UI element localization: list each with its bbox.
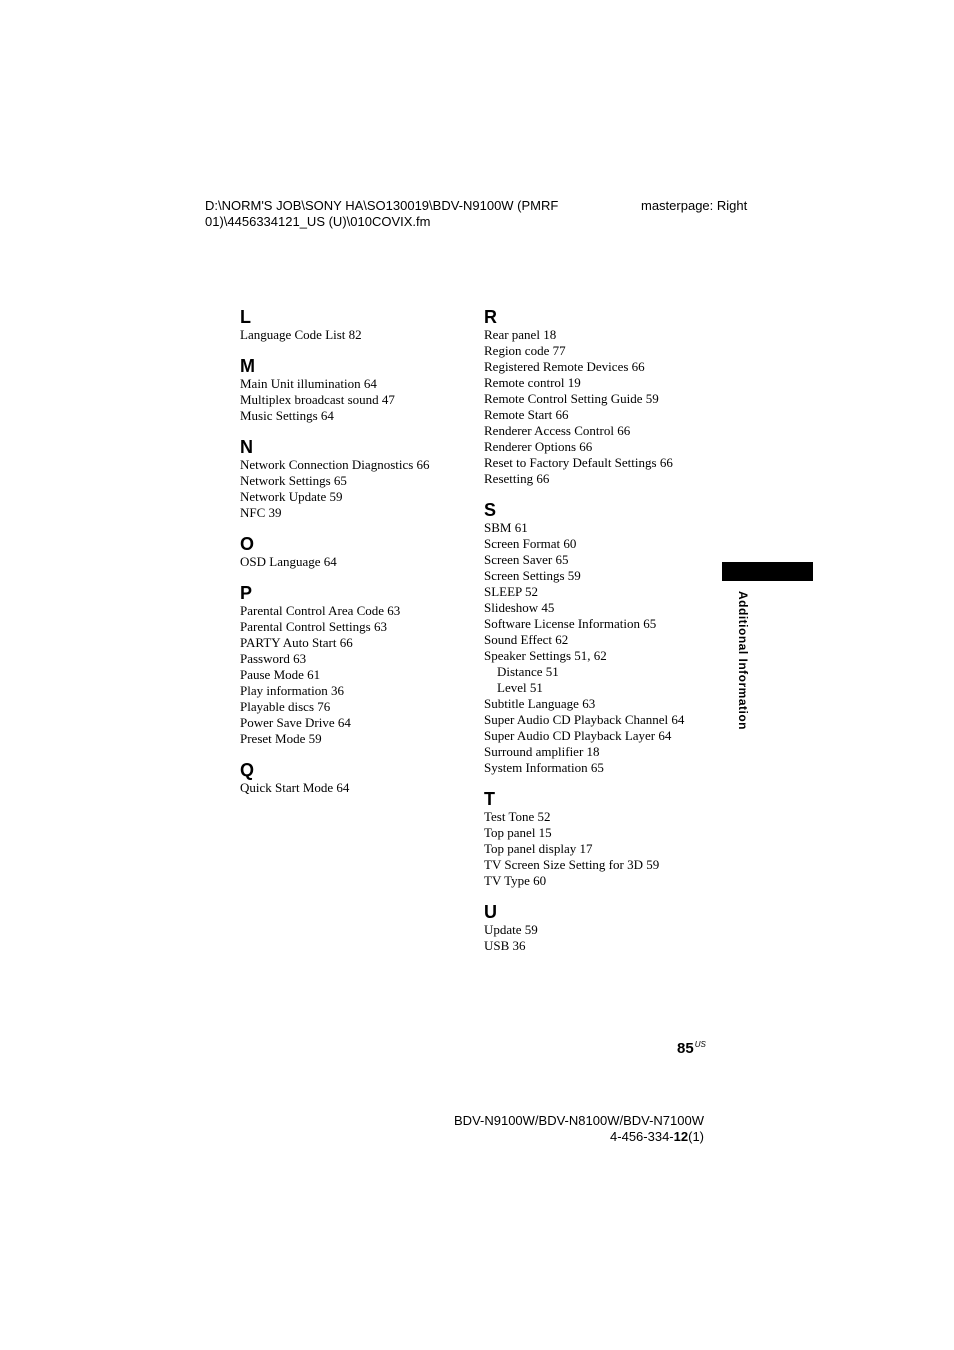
index-entry: NFC 39 xyxy=(240,505,282,520)
index-entry: Music Settings 64 xyxy=(240,408,334,423)
model-footer xyxy=(454,1113,704,1145)
index-entry: TV Screen Size Setting for 3D 59 xyxy=(484,857,660,872)
index-entry: Parental Control Area Code 63 xyxy=(240,603,401,618)
index-section xyxy=(240,357,470,424)
index-entry: Network Settings 65 xyxy=(240,473,347,488)
index-entry: Remote Start 66 xyxy=(484,407,569,422)
index-entry: Test Tone 52 xyxy=(484,809,551,824)
index-entry: Resetting 66 xyxy=(484,471,550,486)
index-entry: Slideshow 45 xyxy=(484,600,555,615)
index-entry: Registered Remote Devices 66 xyxy=(484,359,645,374)
file-path-line-1: D:\NORM'S JOB\SONY HA\SO130019\BDV-N9100W (PMRF xyxy=(205,198,559,213)
index-entry: SBM 61 xyxy=(484,520,528,535)
index-column-left xyxy=(240,308,470,810)
index-entry: Play information 36 xyxy=(240,683,344,698)
index-entry: System Information 65 xyxy=(484,760,604,775)
index-entry: Power Save Drive 64 xyxy=(240,715,351,730)
index-entry: SLEEP 52 xyxy=(484,584,539,599)
index-letter-heading: N xyxy=(240,437,253,457)
index-entry: Quick Start Mode 64 xyxy=(240,780,350,795)
index-section xyxy=(484,790,714,889)
index-entry: TV Type 60 xyxy=(484,873,547,888)
index-entry: PARTY Auto Start 66 xyxy=(240,635,353,650)
index-entry: Multiplex broadcast sound 47 xyxy=(240,392,395,407)
index-letter-heading: R xyxy=(484,307,497,327)
index-entry: Remote control 19 xyxy=(484,375,581,390)
index-section xyxy=(240,438,470,521)
index-entry: Screen Format 60 xyxy=(484,536,577,551)
index-letter-heading: S xyxy=(484,500,497,520)
index-entry: Super Audio CD Playback Channel 64 xyxy=(484,712,685,727)
page-number-value: 85 xyxy=(677,1040,694,1057)
index-subentry: Distance 51 xyxy=(497,664,559,679)
index-entry: Software License Information 65 xyxy=(484,616,657,631)
page-number-suffix: US xyxy=(694,1040,706,1049)
file-path-line-2: 01)\4456334121_US (U)\010COVIX.fm xyxy=(205,214,431,229)
index-entry: Network Connection Diagnostics 66 xyxy=(240,457,430,472)
index-section xyxy=(240,761,470,796)
index-column-right xyxy=(484,308,714,968)
index-entry: Playable discs 76 xyxy=(240,699,331,714)
index-letter-heading: L xyxy=(240,307,251,327)
index-section xyxy=(240,584,470,747)
index-letter-heading: U xyxy=(484,902,497,922)
index-letter-heading: P xyxy=(240,583,253,603)
index-entry: Rear panel 18 xyxy=(484,327,557,342)
index-letter-heading: M xyxy=(240,356,255,376)
page-number xyxy=(677,1040,706,1057)
index-entry: Top panel 15 xyxy=(484,825,552,840)
index-entry: Subtitle Language 63 xyxy=(484,696,596,711)
index-entry: USB 36 xyxy=(484,938,526,953)
index-section xyxy=(484,903,714,954)
index-entry: Super Audio CD Playback Layer 64 xyxy=(484,728,672,743)
index-entry: Reset to Factory Default Settings 66 xyxy=(484,455,673,470)
index-entry: Parental Control Settings 63 xyxy=(240,619,387,634)
index-section xyxy=(240,535,470,570)
index-entry: Update 59 xyxy=(484,922,538,937)
index-entry: Surround amplifier 18 xyxy=(484,744,600,759)
index-subentry: Level 51 xyxy=(497,680,543,695)
masterpage-label: masterpage: Right xyxy=(641,198,748,213)
index-entry: Screen Saver 65 xyxy=(484,552,569,567)
model-list: BDV-N9100W/BDV-N8100W/BDV-N7100W xyxy=(454,1113,704,1128)
index-letter-heading: T xyxy=(484,789,495,809)
index-entry: Password 63 xyxy=(240,651,307,666)
index-section xyxy=(484,308,714,487)
index-section xyxy=(484,501,714,776)
index-entry: Network Update 59 xyxy=(240,489,343,504)
section-tab-label: Additional Information xyxy=(736,591,750,730)
index-entry: OSD Language 64 xyxy=(240,554,337,569)
section-tab-marker xyxy=(722,562,813,581)
document-code xyxy=(454,1129,704,1145)
index-entry: Renderer Access Control 66 xyxy=(484,423,631,438)
index-entry: Screen Settings 59 xyxy=(484,568,581,583)
index-entry: Language Code List 82 xyxy=(240,327,362,342)
index-entry: Sound Effect 62 xyxy=(484,632,569,647)
document-code-edition: 12 xyxy=(673,1129,689,1144)
index-entry: Remote Control Setting Guide 59 xyxy=(484,391,659,406)
index-section xyxy=(240,308,470,343)
document-code-prefix: 4-456-334- xyxy=(610,1129,674,1144)
index-entry: Region code 77 xyxy=(484,343,566,358)
index-entry: Renderer Options 66 xyxy=(484,439,593,454)
document-code-suffix: (1) xyxy=(688,1129,704,1144)
index-entry: Preset Mode 59 xyxy=(240,731,322,746)
index-entry: Speaker Settings 51, 62 xyxy=(484,648,607,663)
file-path-header xyxy=(205,198,558,230)
index-entry: Main Unit illumination 64 xyxy=(240,376,377,391)
index-letter-heading: Q xyxy=(240,760,255,780)
index-letter-heading: O xyxy=(240,534,255,554)
index-entry: Pause Mode 61 xyxy=(240,667,321,682)
index-entry: Top panel display 17 xyxy=(484,841,593,856)
